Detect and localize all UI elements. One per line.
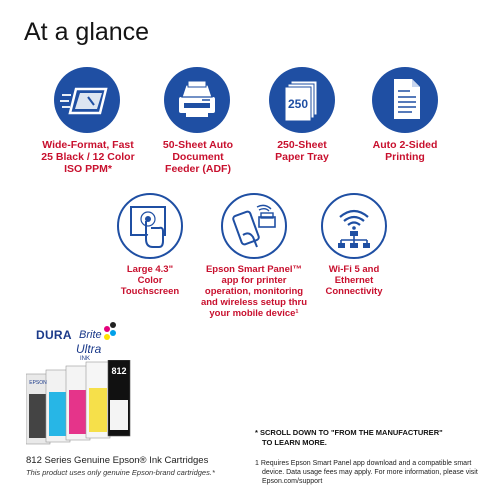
- wide-format-icon: [54, 67, 120, 133]
- footnote: 1 Requires Epson Smart Panel app download and a compatible smart device. Data usage fees may apply. For more information, please visit Epson.com/support: [255, 460, 478, 485]
- ink-cartridge-boxes-image: [26, 360, 132, 446]
- scroll-note: * SCROLL DOWN TO "FROM THE MANUFACTURER" TO LEARN MORE.: [255, 428, 443, 447]
- adf-printer-icon: [164, 67, 230, 133]
- smart-panel-app-icon: [221, 193, 287, 259]
- paper-tray-badge: 250: [287, 97, 309, 111]
- feature-label-two-sided: Auto 2-Sided Printing: [372, 139, 438, 163]
- feature-label-adf: 50-Sheet Auto Document Feeder (ADF): [162, 139, 234, 175]
- durabrite-ultra-logo: DURA Brite Ultra INK: [36, 320, 116, 370]
- page-title: At a glance: [24, 18, 150, 46]
- cartridge-caption-note: This product uses only genuine Epson-brand cartridges.*: [26, 468, 215, 477]
- cartridge-number: 812: [111, 366, 127, 376]
- wifi-ethernet-icon: [321, 193, 387, 259]
- feature-label-wide-format: Wide-Format, Fast 25 Black / 12 Color ISO PPM*: [41, 139, 135, 175]
- feature-label-paper-tray: 250-Sheet Paper Tray: [275, 139, 329, 163]
- paper-tray-icon: [269, 67, 335, 133]
- touchscreen-icon: [117, 193, 183, 259]
- feature-label-touchscreen: Large 4.3" Color Touchscreen: [120, 264, 180, 297]
- cartridge-brand: EPSON: [29, 380, 47, 386]
- cartridge-caption: 812 Series Genuine Epson® Ink Cartridges: [26, 455, 209, 466]
- feature-label-wifi-ethernet: Wi-Fi 5 and Ethernet Connectivity: [325, 264, 383, 297]
- feature-label-smart-panel: Epson Smart Panel™ app for printer operation, monitoring and wireless setup thru your mobile device¹: [200, 264, 308, 319]
- two-sided-printing-icon: [372, 67, 438, 133]
